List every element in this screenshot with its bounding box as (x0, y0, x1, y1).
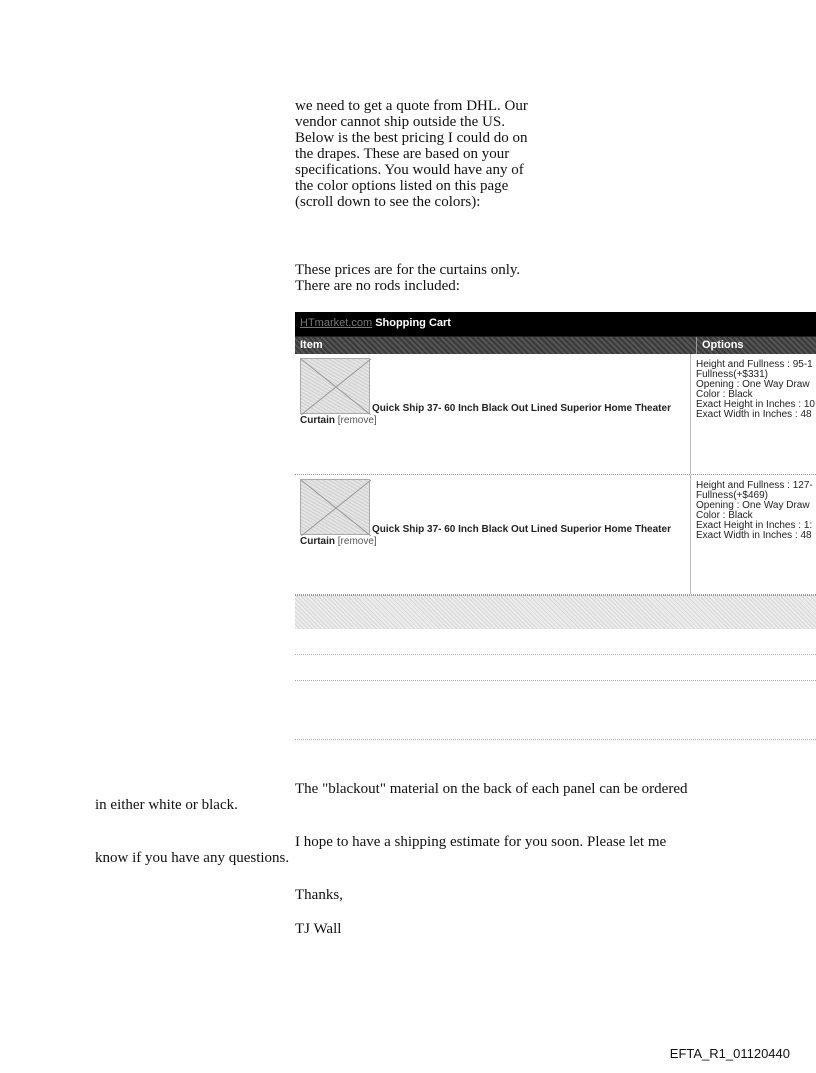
closing: Thanks, (295, 887, 343, 903)
prices-line: These prices are for the curtains only. (295, 262, 521, 278)
intro-line: Below is the best pricing I could do on (295, 130, 528, 146)
option-line: Color : Black (696, 389, 753, 400)
intro-line: the drapes. These are based on your (295, 146, 510, 162)
broken-image-icon[interactable] (300, 479, 370, 535)
shipping-paragraph (95, 834, 735, 866)
cart-separator (295, 655, 816, 681)
shopping-cart (295, 312, 816, 740)
blackout-paragraph (95, 781, 735, 813)
cart-separator (295, 681, 816, 740)
intro-line: (scroll down to see the colors): (295, 194, 481, 210)
cart-row (295, 475, 816, 595)
option-line: Exact Height in Inches : 10 (696, 399, 815, 410)
cart-total-band (295, 595, 816, 629)
blackout-line: The "blackout" material on the back of each panel can be ordered (295, 781, 688, 797)
option-line: Exact Width in Inches : 48 (696, 530, 812, 541)
item-name[interactable]: Quick Ship 37- 60 Inch Black Out Lined Superior Home Theater (372, 524, 671, 535)
options-column-header: Options (702, 339, 744, 351)
cart-options-cell (691, 354, 816, 474)
cart-item-cell (295, 354, 691, 474)
cart-header (295, 336, 816, 354)
prices-line: There are no rods included: (295, 278, 460, 294)
remove-link[interactable]: [remove] (337, 536, 377, 547)
option-line: Exact Width in Inches : 48 (696, 409, 812, 420)
item-name[interactable]: Quick Ship 37- 60 Inch Black Out Lined Superior Home Theater (372, 403, 671, 414)
intro-line: specifications. You would have any of (295, 162, 524, 178)
option-line: Height and Fullness : 95-1 (696, 359, 813, 370)
option-line: Opening : One Way Draw (696, 379, 810, 390)
cart-title: Shopping Cart (375, 317, 451, 329)
signature: TJ Wall (295, 921, 342, 937)
item-column-header: Item (295, 337, 697, 354)
option-line: Fullness(+$331) (696, 369, 768, 380)
item-name-cont[interactable]: Curtain (300, 415, 335, 426)
intro-line: vendor cannot ship outside the US. (295, 114, 505, 130)
site-link[interactable]: HTmarket.com (300, 317, 373, 329)
cart-separator (295, 629, 816, 655)
intro-paragraph (295, 98, 555, 210)
option-line: Color : Black (696, 510, 753, 521)
option-line: Height and Fullness : 127- (696, 480, 813, 491)
shipping-line: I hope to have a shipping estimate for you soon. Please let me (295, 834, 667, 850)
remove-link[interactable]: [remove] (337, 415, 377, 426)
intro-line: we need to get a quote from DHL. Our (295, 98, 528, 114)
option-line: Opening : One Way Draw (696, 500, 810, 511)
blackout-line: in either white or black. (95, 797, 238, 813)
cart-row (295, 354, 816, 475)
document-id: EFTA_R1_01120440 (669, 1046, 790, 1061)
shipping-line: know if you have any questions. (95, 850, 290, 866)
intro-line: the color options listed on this page (295, 178, 509, 194)
cart-title-bar (295, 312, 816, 336)
prices-note (295, 262, 555, 294)
item-name-cont[interactable]: Curtain (300, 536, 335, 547)
cart-options-cell (691, 475, 816, 594)
option-line: Exact Height in Inches : 1: (696, 520, 813, 531)
cart-item-cell (295, 475, 691, 594)
broken-image-icon[interactable] (300, 358, 370, 414)
option-line: Fullness(+$469) (696, 490, 768, 501)
